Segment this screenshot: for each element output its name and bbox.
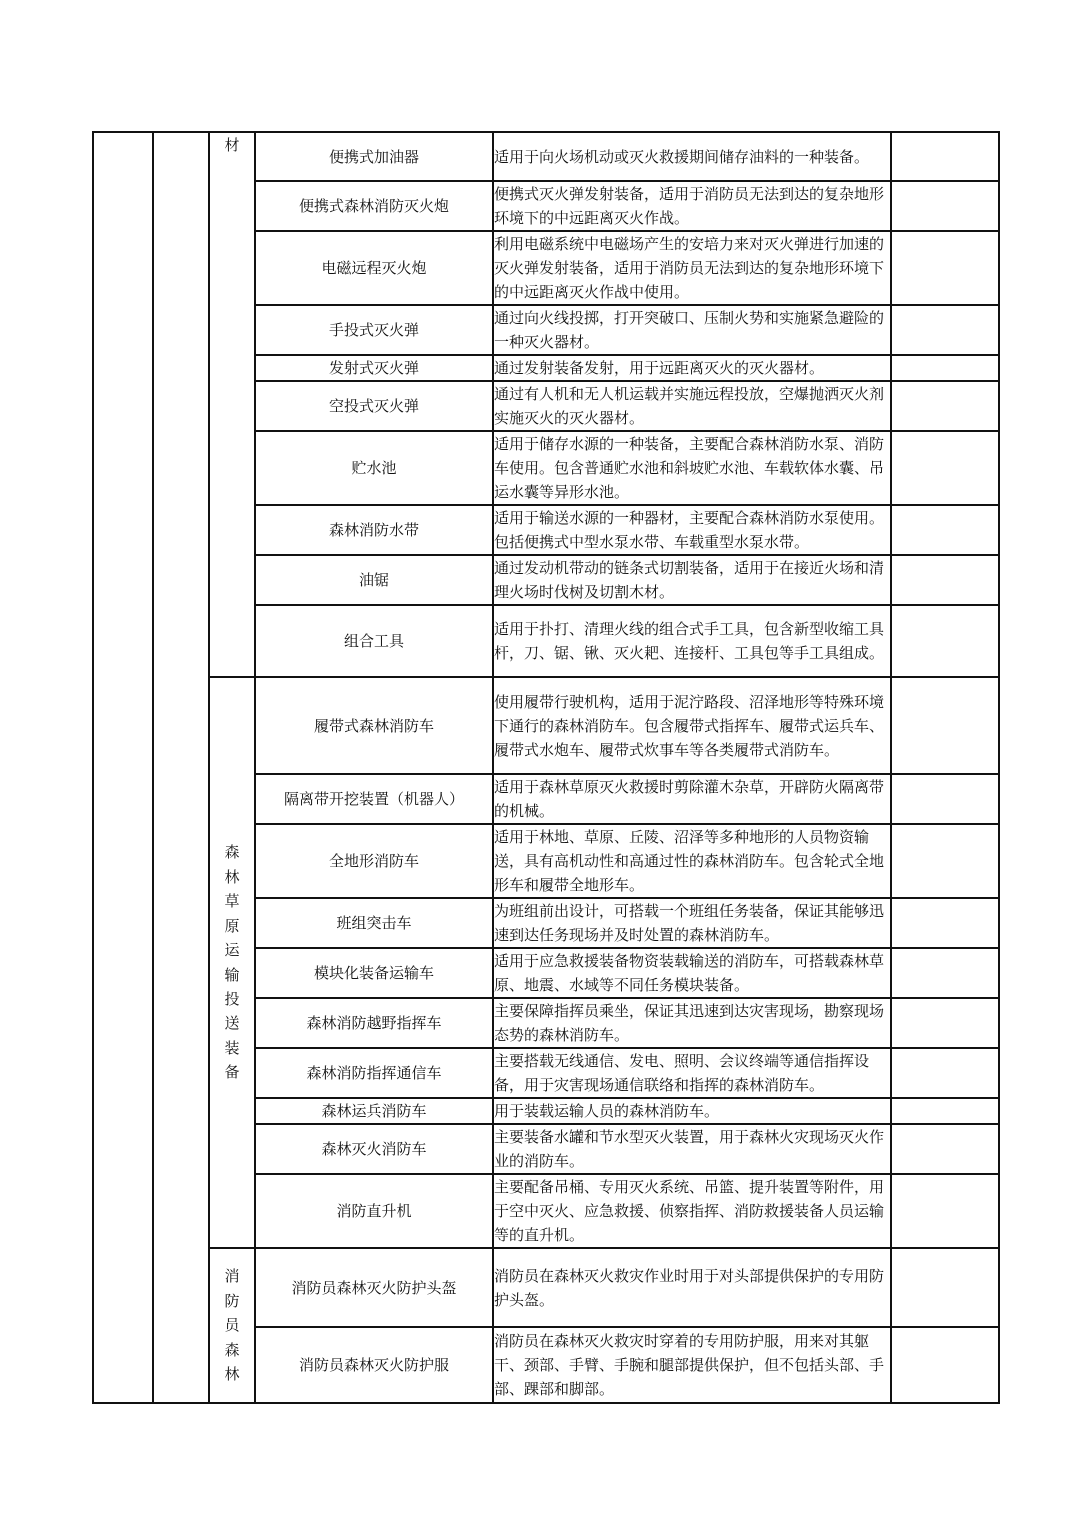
equipment-description: 通过向火线投掷，打开突破口、压制火势和实施紧急避险的一种灭火器材。: [493, 305, 891, 355]
equipment-description: 适用于应急救援装备物资装载输送的消防车，可搭载森林草原、地震、水域等不同任务模块装备。: [493, 948, 891, 998]
category-char: 运: [224, 941, 240, 960]
equipment-name: 便携式森林消防灭火炮: [255, 181, 493, 231]
remarks-cell: [891, 231, 999, 305]
equipment-description: 使用履带行驶机构，适用于泥泞路段、沼泽地形等特殊环境下通行的森林消防车。包含履带式指挥车、履带式运兵车、履带式水炮车、履带式炊事车等各类履带式消防车。: [493, 677, 891, 774]
remarks-cell: [891, 948, 999, 998]
remarks-cell: [891, 305, 999, 355]
category-cell: [209, 677, 255, 1248]
category-char: 装: [224, 1038, 240, 1057]
equipment-name: 贮水池: [255, 431, 493, 505]
category-char: 草: [224, 892, 240, 911]
equipment-name: 森林灭火消防车: [255, 1124, 493, 1174]
equipment-description: 消防员在森林灭火救灾作业时用于对头部提供保护的专用防护头盔。: [493, 1248, 891, 1327]
equipment-name: 发射式灭火弹: [255, 355, 493, 381]
table-row: [93, 677, 999, 774]
remarks-cell: [891, 132, 999, 181]
equipment-description: 用于装载运输人员的森林消防车。: [493, 1098, 891, 1124]
remarks-cell: [891, 1174, 999, 1248]
equipment-name: 隔离带开挖装置（机器人）: [255, 774, 493, 824]
category-char: 原: [224, 916, 240, 935]
remarks-cell: [891, 1327, 999, 1403]
equipment-name: 油锯: [255, 555, 493, 605]
equipment-name: 森林消防水带: [255, 505, 493, 555]
remarks-cell: [891, 998, 999, 1048]
remarks-cell: [891, 381, 999, 431]
equipment-name: 模块化装备运输车: [255, 948, 493, 998]
remarks-cell: [891, 505, 999, 555]
equipment-description: 适用于森林草原灭火救援时剪除灌木杂草，开辟防火隔离带的机械。: [493, 774, 891, 824]
equipment-description: 适用于扑打、清理火线的组合式手工具，包含新型收缩工具杆，刀、锯、锹、灭火耙、连接杆、工具包等手工具组成。: [493, 605, 891, 677]
category-char: 森: [224, 843, 240, 862]
category-char: 备: [224, 1063, 240, 1082]
category-char: 防: [224, 1291, 240, 1310]
remarks-cell: [891, 1248, 999, 1327]
remarks-cell: [891, 605, 999, 677]
equipment-name: 森林消防越野指挥车: [255, 998, 493, 1048]
equipment-description: 便携式灭火弹发射装备，适用于消防员无法到达的复杂地形环境下的中远距离灭火作战。: [493, 181, 891, 231]
remarks-cell: [891, 1048, 999, 1098]
equipment-name: 履带式森林消防车: [255, 677, 493, 774]
category-char: 消: [224, 1267, 240, 1286]
remarks-cell: [891, 677, 999, 774]
remarks-cell: [891, 1098, 999, 1124]
equipment-name: 电磁远程灭火炮: [255, 231, 493, 305]
category-char: 送: [224, 1014, 240, 1033]
category-char: 林: [224, 1365, 240, 1384]
equipment-description: 通过发射装备发射，用于远距离灭火的灭火器材。: [493, 355, 891, 381]
equipment-name: 消防员森林灭火防护头盔: [255, 1248, 493, 1327]
category-char: 投: [224, 989, 240, 1008]
category-char: 输: [224, 965, 240, 984]
category-char: 森: [224, 1340, 240, 1359]
equipment-description: 通过发动机带动的链条式切割装备，适用于在接近火场和清理火场时伐树及切割木材。: [493, 555, 891, 605]
remarks-cell: [891, 1124, 999, 1174]
equipment-description: 主要配备吊桶、专用灭火系统、吊篮、提升装置等附件，用于空中灭火、应急救援、侦察指挥、消防救援装备人员运输等的直升机。: [493, 1174, 891, 1248]
blank-col-1: [93, 132, 153, 1403]
equipment-description: 主要装备水罐和节水型灭火装置，用于森林火灾现场灭火作业的消防车。: [493, 1124, 891, 1174]
category-cell: [209, 1248, 255, 1403]
remarks-cell: [891, 824, 999, 898]
equipment-name: 消防员森林灭火防护服: [255, 1327, 493, 1403]
table-row: [93, 132, 999, 181]
equipment-description: 主要搭载无线通信、发电、照明、会议终端等通信指挥设备，用于灾害现场通信联络和指挥的森林消防车。: [493, 1048, 891, 1098]
blank-col-2: [153, 132, 209, 1403]
category-char: 林: [224, 867, 240, 886]
remarks-cell: [891, 431, 999, 505]
equipment-name: 便携式加油器: [255, 132, 493, 181]
equipment-name: 手投式灭火弹: [255, 305, 493, 355]
equipment-name: 消防直升机: [255, 1174, 493, 1248]
equipment-name: 组合工具: [255, 605, 493, 677]
equipment-description: 为班组前出设计，可搭载一个班组任务装备，保证其能够迅速到达任务现场并及时处置的森林消防车。: [493, 898, 891, 948]
equipment-description: 通过有人机和无人机运载并实施远程投放，空爆抛洒灭火剂实施灭火的灭火器材。: [493, 381, 891, 431]
equipment-name: 班组突击车: [255, 898, 493, 948]
equipment-name: 森林运兵消防车: [255, 1098, 493, 1124]
remarks-cell: [891, 181, 999, 231]
remarks-cell: [891, 355, 999, 381]
remarks-cell: [891, 898, 999, 948]
equipment-description: 适用于输送水源的一种器材，主要配合森林消防水泵使用。包括便携式中型水泵水带、车载重型水泵水带。: [493, 505, 891, 555]
category-char: 材: [224, 136, 240, 154]
equipment-description: 主要保障指挥员乘坐，保证其迅速到达灾害现场，勘察现场态势的森林消防车。: [493, 998, 891, 1048]
equipment-description: 适用于储存水源的一种装备，主要配合森林消防水泵、消防车使用。包含普通贮水池和斜坡贮水池、车载软体水囊、吊运水囊等异形水池。: [493, 431, 891, 505]
equipment-name: 空投式灭火弹: [255, 381, 493, 431]
remarks-cell: [891, 774, 999, 824]
table-row: [93, 1248, 999, 1327]
equipment-name: 森林消防指挥通信车: [255, 1048, 493, 1098]
category-cell: [209, 132, 255, 677]
equipment-description: 利用电磁系统中电磁场产生的安培力来对灭火弹进行加速的灭火弹发射装备，适用于消防员无法到达的复杂地形环境下的中远距离灭火作战中使用。: [493, 231, 891, 305]
category-char: 员: [224, 1316, 240, 1335]
equipment-description: 消防员在森林灭火救灾时穿着的专用防护服，用来对其躯干、颈部、手臂、手腕和腿部提供保护，但不包括头部、手部、踝部和脚部。: [493, 1327, 891, 1403]
equipment-table: [92, 131, 1000, 1404]
remarks-cell: [891, 555, 999, 605]
equipment-description: 适用于林地、草原、丘陵、沼泽等多种地形的人员物资输送，具有高机动性和高通过性的森林消防车。包含轮式全地形车和履带全地形车。: [493, 824, 891, 898]
equipment-name: 全地形消防车: [255, 824, 493, 898]
equipment-description: 适用于向火场机动或灭火救援期间储存油料的一种装备。: [493, 132, 891, 181]
